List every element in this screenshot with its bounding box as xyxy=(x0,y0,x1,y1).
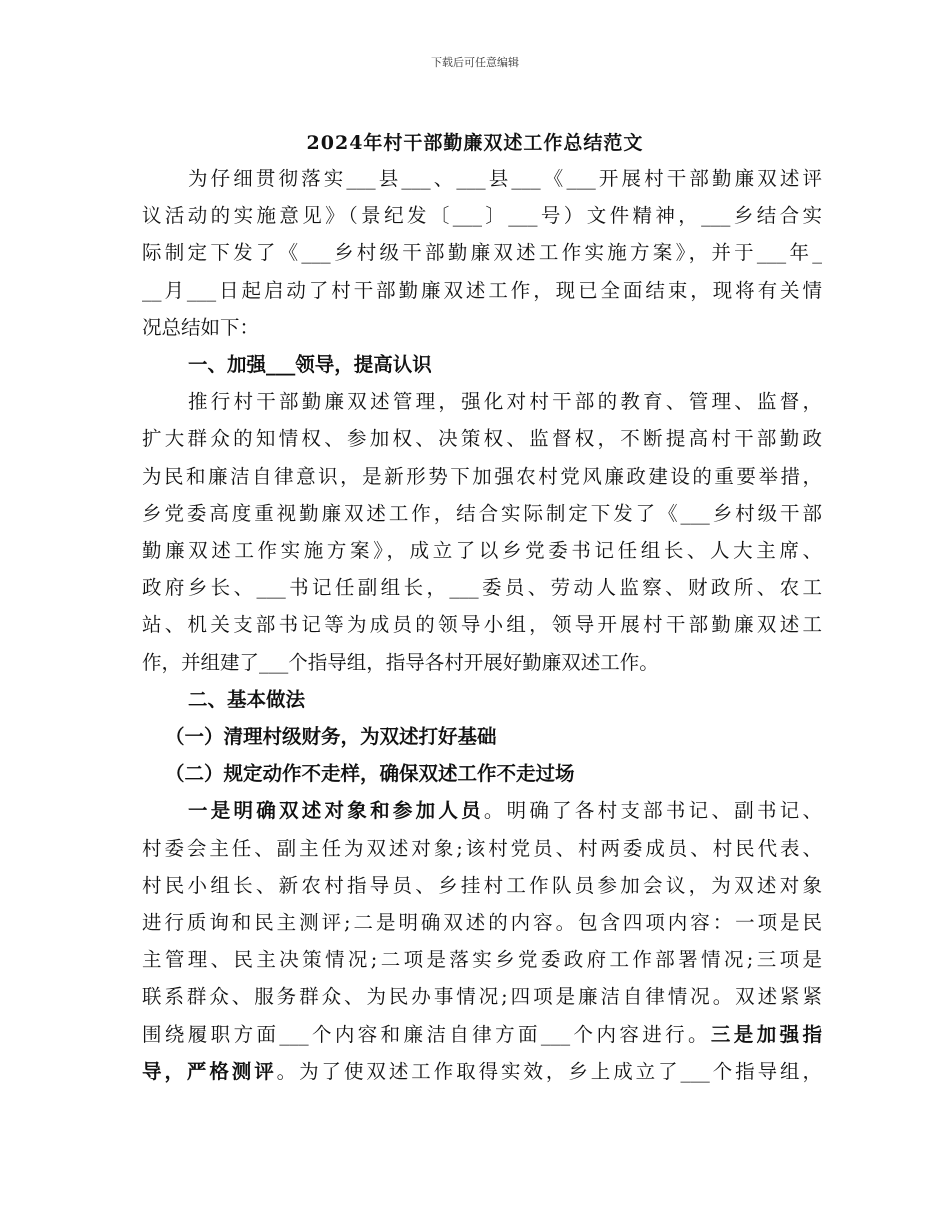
text-segment: 围绕履职方面___个内容和廉洁自律方面___个内容进行。 xyxy=(142,1022,711,1046)
text-segment: 站、机关支部书记等为成员的领导小组，领导开展村干部勤廉双述工 xyxy=(142,613,822,637)
text-segment: 议活动的实施意见》（景纪发〔___〕___号）文件精神，___乡结合实 xyxy=(142,204,822,228)
text-segment: __月___日起启动了村干部勤廉双述工作，现已全面结束，现将有关情 xyxy=(142,278,822,302)
text-segment: 作，并组建了___个指导组，指导各村开展好勤廉双述工作。 xyxy=(142,650,659,674)
text-line xyxy=(142,718,822,755)
text-line xyxy=(142,941,822,978)
text-segment: 联系群众、服务群众、为民办事情况;四项是廉洁自律情况。双述紧紧 xyxy=(142,985,822,1009)
text-line xyxy=(142,383,822,420)
text-segment: 际制定下发了《___乡村级干部勤廉双述工作实施方案》，并于___年_ xyxy=(142,241,822,265)
text-segment: 进行质询和民主测评;二是明确双述的内容。包含四项内容：一项是民 xyxy=(142,911,822,934)
text-line xyxy=(142,420,822,457)
text-segment: 勤廉双述工作实施方案》，成立了以乡党委书记任组长、人大主席、 xyxy=(142,539,822,562)
text-line xyxy=(142,569,822,606)
text-segment: 况总结如下： xyxy=(142,315,260,339)
text-line xyxy=(142,606,822,643)
text-line xyxy=(142,904,822,941)
bold-text-segment: （一）清理村级财务，为双述打好基础 xyxy=(165,725,497,748)
bold-text-segment: 导，严格测评 xyxy=(142,1059,277,1083)
text-segment: 推行村干部勤廉双述管理，强化对村干部的教育、管理、监督， xyxy=(188,390,822,414)
bold-text-segment: 一、加强___领导，提高认识 xyxy=(188,353,432,376)
text-segment: 为民和廉洁自律意识，是新形势下加强农村党风廉政建设的重要举措， xyxy=(142,464,822,488)
text-segment: 主管理、民主决策情况;二项是落实乡党委政府工作部署情况;三项是 xyxy=(142,948,822,972)
text-line xyxy=(142,644,822,681)
text-line xyxy=(142,1016,822,1053)
bold-text-segment: 三是加强指 xyxy=(710,1022,822,1046)
text-segment: 政府乡长、___书记任副组长，___委员、劳动人监察、财政所、农工 xyxy=(142,576,822,600)
text-line xyxy=(142,830,822,867)
text-line xyxy=(142,755,822,792)
text-line xyxy=(142,234,822,271)
text-segment: 村民小组长、新农村指导员、乡挂村工作队员参加会议，为双述对象 xyxy=(142,873,822,897)
bold-text-segment: 一是明确双述对象和参加人员 xyxy=(188,799,484,823)
text-segment: 扩大群众的知情权、参加权、决策权、监督权，不断提高村干部勤政 xyxy=(142,427,822,451)
text-line xyxy=(142,160,822,197)
text-line xyxy=(142,495,822,532)
text-line xyxy=(142,272,822,309)
text-line xyxy=(142,978,822,1015)
document-title: 2024年村干部勤廉双述工作总结范文 xyxy=(306,132,644,154)
page-header-note: 下载后可任意编辑 xyxy=(431,56,519,69)
text-line xyxy=(142,458,822,495)
text-line xyxy=(142,792,822,829)
text-segment: 。明确了各村支部书记、副书记、 xyxy=(483,799,822,823)
text-line xyxy=(142,1053,822,1090)
text-line xyxy=(142,532,822,569)
text-line xyxy=(142,346,822,383)
bold-text-segment: （二）规定动作不走样，确保双述工作不走过场 xyxy=(165,762,575,786)
text-line xyxy=(142,867,822,904)
text-segment: 乡党委高度重视勤廉双述工作，结合实际制定下发了《___乡村级干部 xyxy=(142,501,822,525)
text-segment: 为仔细贯彻落实___县___、___县___《___开展村干部勤廉双述评 xyxy=(188,167,822,190)
text-segment: 村委会主任、副主任为双述对象;该村党员、村两委成员、村民代表、 xyxy=(142,836,822,860)
bold-text-segment: 二、基本做法 xyxy=(188,687,306,711)
text-segment: 。为了使双述工作取得实效，乡上成立了___个指导组， xyxy=(276,1059,822,1083)
text-line xyxy=(142,197,822,234)
text-line xyxy=(142,681,822,718)
text-line xyxy=(142,309,822,346)
